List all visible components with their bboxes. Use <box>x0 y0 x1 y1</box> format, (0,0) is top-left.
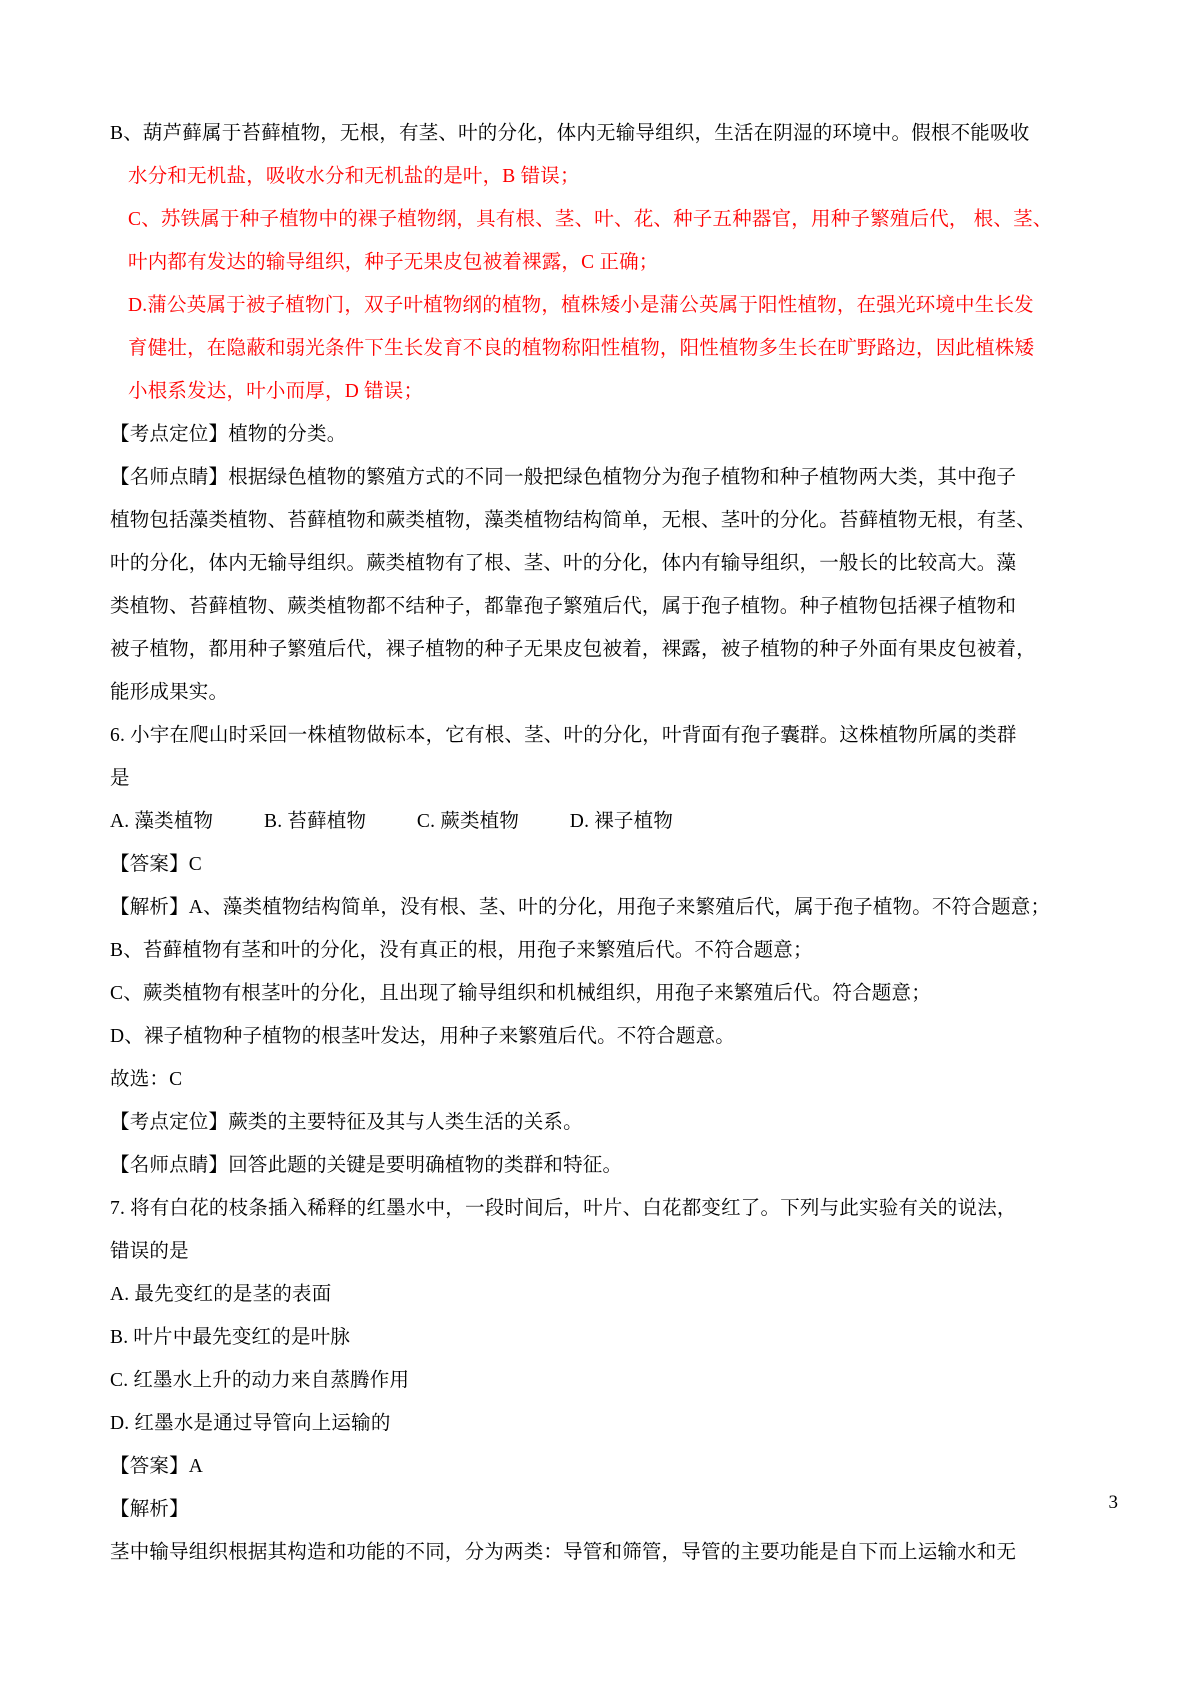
page-number: 3 <box>1108 1492 1118 1513</box>
question-stem-line: 错误的是 <box>110 1241 189 1262</box>
option-line: D. 红墨水是通过导管向上运输的 <box>110 1413 391 1434</box>
paragraph-line: B、葫芦藓属于苔藓植物，无根，有茎、叶的分化，体内无输导组织，生活在阴湿的环境中。假根不能吸收 <box>110 123 1030 144</box>
answer-line: 【答案】A <box>110 1456 204 1477</box>
paragraph-line: 茎中输导组织根据其构造和功能的不同，分为两类：导管和筛管，导管的主要功能是自下而上运输水和无 <box>110 1542 1017 1563</box>
paragraph-line: 【解析】A、藻类植物结构简单，没有根、茎、叶的分化，用孢子来繁殖后代，属于孢子植物。不符合题意； <box>110 897 1051 918</box>
paragraph-line: 【考点定位】植物的分类。 <box>110 424 347 445</box>
option-line: A. 最先变红的是茎的表面 <box>110 1284 332 1305</box>
paragraph-line: 故选：C <box>110 1069 183 1090</box>
paragraph-line: 叶内都有发达的输导组织，种子无果皮包被着裸露，C 正确； <box>128 252 659 273</box>
question-options: A. 藻类植物 B. 苔藓植物 C. 蕨类植物 D. 裸子植物 <box>110 811 674 832</box>
paragraph-line: 【名师点睛】回答此题的关键是要明确植物的类群和特征。 <box>110 1155 623 1176</box>
question-stem-line: 6. 小宇在爬山时采回一株植物做标本，它有根、茎、叶的分化，叶背面有孢子囊群。这株植物所属的类群 <box>110 725 1017 746</box>
paragraph-line: 【名师点睛】根据绿色植物的繁殖方式的不同一般把绿色植物分为孢子植物和种子植物两大类，其中孢子 <box>110 467 1017 488</box>
paragraph-line: 被子植物，都用种子繁殖后代，裸子植物的种子无果皮包被着，裸露，被子植物的种子外面有果皮包被着， <box>110 639 1036 660</box>
paragraph-line: D.蒲公英属于被子植物门，双子叶植物纲的植物，植株矮小是蒲公英属于阳性植物，在强光环境中生长发 <box>128 295 1034 316</box>
question-stem-line: 是 <box>110 768 130 789</box>
paragraph-line: 小根系发达，叶小而厚，D 错误； <box>128 381 424 402</box>
paragraph-line: C、蕨类植物有根茎叶的分化，且出现了输导组织和机械组织，用孢子来繁殖后代。符合题意； <box>110 983 931 1004</box>
paragraph-line: C、苏铁属于种子植物中的裸子植物纲，具有根、茎、叶、花、种子五种器官，用种子繁殖后代， 根、茎、 <box>128 209 1053 230</box>
paragraph-line: 能形成果实。 <box>110 682 229 703</box>
option-line: C. 红墨水上升的动力来自蒸腾作用 <box>110 1370 410 1391</box>
paragraph-line: 水分和无机盐，吸收水分和无机盐的是叶，B 错误； <box>128 166 580 187</box>
answer-line: 【答案】C <box>110 854 203 875</box>
paragraph-line: 植物包括藻类植物、苔藓植物和蕨类植物，藻类植物结构简单，无根、茎叶的分化。苔藓植物无根，有茎、 <box>110 510 1036 531</box>
paragraph-line: 育健壮，在隐蔽和弱光条件下生长发育不良的植物称阳性植物，阳性植物多生长在旷野路边，因此植株矮 <box>128 338 1035 359</box>
page-content <box>110 112 1110 1574</box>
question-stem-line: 7. 将有白花的枝条插入稀释的红墨水中，一段时间后，叶片、白花都变红了。下列与此实验有关的说法， <box>110 1198 1017 1219</box>
paragraph-line: 【解析】 <box>110 1499 189 1520</box>
option-line: B. 叶片中最先变红的是叶脉 <box>110 1327 351 1348</box>
paragraph-line: D、裸子植物种子植物的根茎叶发达，用种子来繁殖后代。不符合题意。 <box>110 1026 735 1047</box>
paragraph-line: 叶的分化，体内无输导组织。蕨类植物有了根、茎、叶的分化，体内有输导组织，一般长的比较高大。藻 <box>110 553 1017 574</box>
paragraph-line: 【考点定位】蕨类的主要特征及其与人类生活的关系。 <box>110 1112 583 1133</box>
paragraph-line: 类植物、苔藓植物、蕨类植物都不结种子，都靠孢子繁殖后代，属于孢子植物。种子植物包括裸子植物和 <box>110 596 1017 617</box>
paragraph-line: B、苔藓植物有茎和叶的分化，没有真正的根，用孢子来繁殖后代。不符合题意； <box>110 940 813 961</box>
